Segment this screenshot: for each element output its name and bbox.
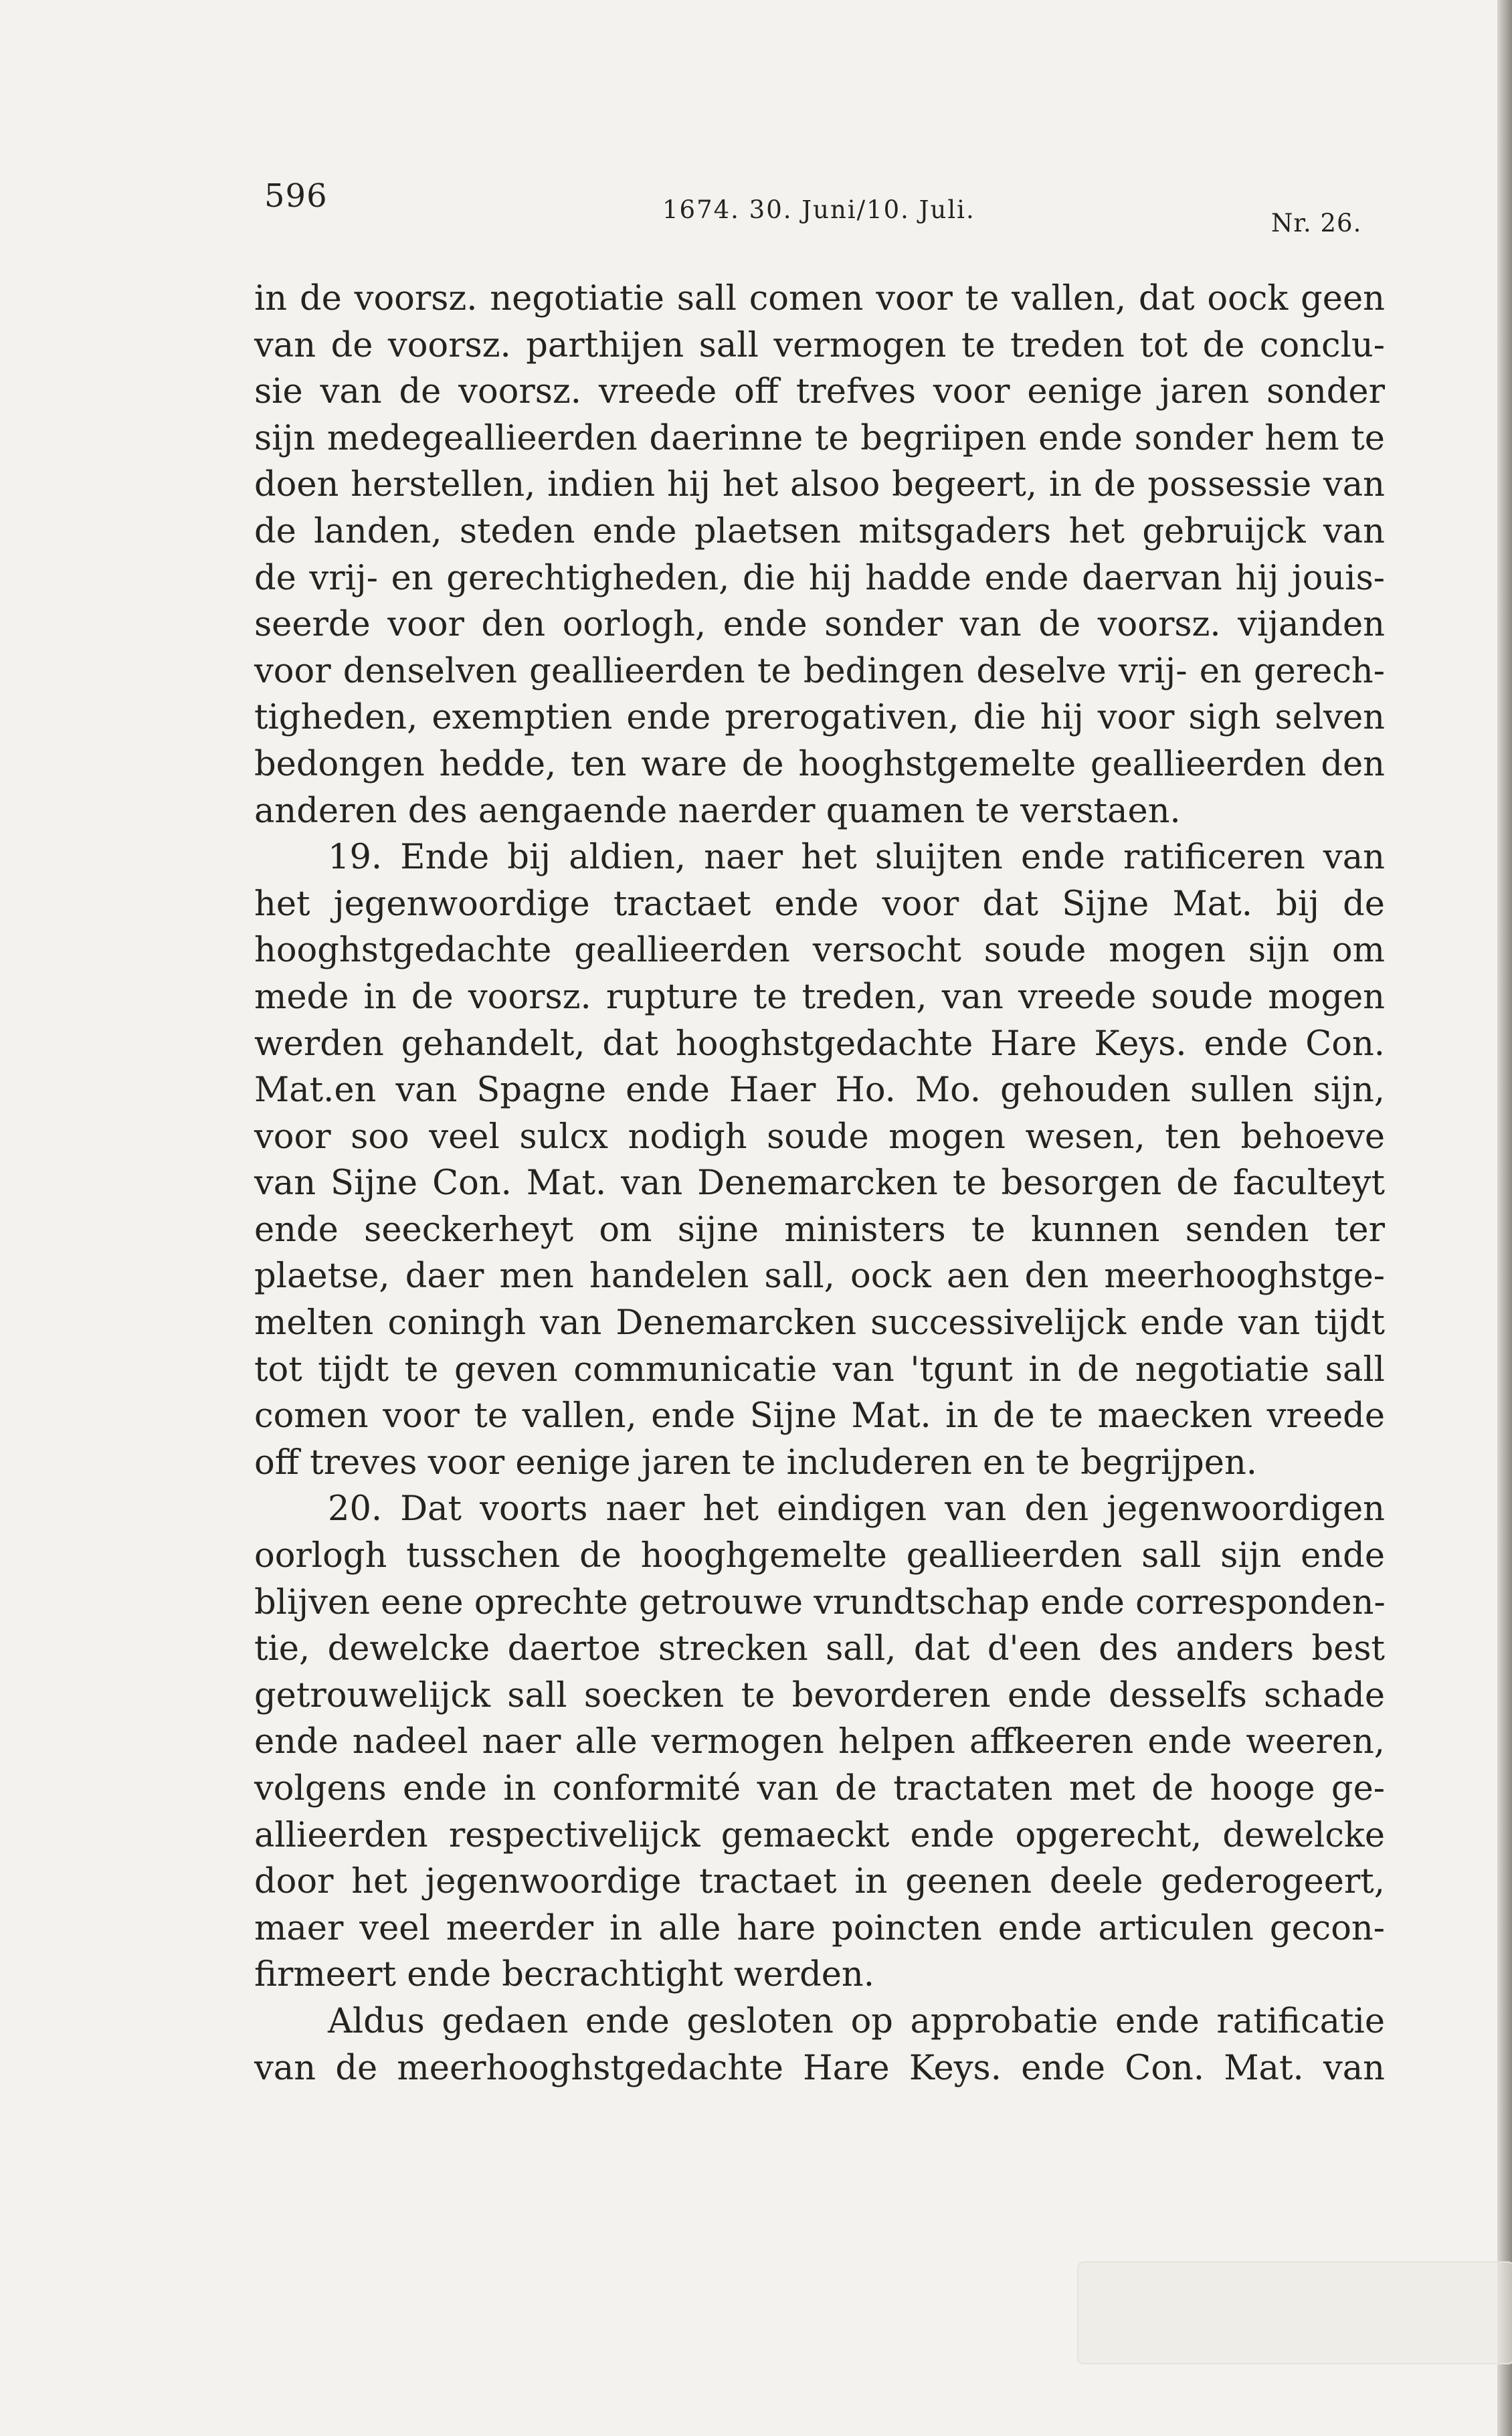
text-line: oorlogh tusschen de hooghgemelte geallieerden sall sijn ende bbox=[254, 1536, 1385, 1576]
text-line: sijn medegeallieerden daerinne te begriipen ende sonder hem te bbox=[254, 418, 1385, 458]
body-text bbox=[254, 276, 1385, 2091]
closing-paragraph-start: Aldus gedaen ende gesloten op approbatie ende ratificatie bbox=[328, 2001, 1385, 2041]
text-line: het jegenwoordige tractaet ende voor dat Sijne Mat. bij de bbox=[254, 884, 1385, 924]
text-line: voor soo veel sulcx nodigh soude mogen wesen, ten behoeve bbox=[254, 1117, 1385, 1157]
text-line: seerde voor den oorlogh, ende sonder van de voorsz. vijanden bbox=[254, 605, 1385, 645]
document-number: Nr. 26. bbox=[1271, 209, 1362, 238]
text-line: van de voorsz. parthijen sall vermogen te treden tot de conclu- bbox=[254, 325, 1385, 365]
text-line: comen voor te vallen, ende Sijne Mat. in de te maecken vreede bbox=[254, 1396, 1385, 1436]
text-line: van Sijne Con. Mat. van Denemarcken te besorgen de faculteyt bbox=[254, 1163, 1385, 1204]
text-line: werden gehandelt, dat hooghstgedachte Hare Keys. ende Con. bbox=[254, 1024, 1385, 1064]
text-line: getrouwelijck sall soecken te bevorderen ende desselfs schade bbox=[254, 1675, 1385, 1715]
text-line: Mat.en van Spagne ende Haer Ho. Mo. gehouden sullen sijn, bbox=[254, 1070, 1385, 1111]
text-line: door het jegenwoordige tractaet in geenen deele gederogeert, bbox=[254, 1862, 1385, 1902]
text-line: melten coningh van Denemarcken successivelijck ende van tijdt bbox=[254, 1303, 1385, 1343]
text-line: in de voorsz. negotiatie sall comen voor te vallen, dat oock geen bbox=[254, 279, 1385, 318]
text-line: anderen des aengaende naerder quamen te verstaen. bbox=[254, 791, 1181, 831]
text-line: sie van de voorsz. vreede off trefves voor eenige jaren sonder bbox=[254, 372, 1385, 412]
text-line: voor denselven geallieerden te bedingen deselve vrij- en gerech- bbox=[254, 651, 1385, 691]
text-line: ende nadeel naer alle vermogen helpen affkeeren ende weeren, bbox=[254, 1722, 1385, 1762]
text-line: mede in de voorsz. rupture te treden, van vreede soude mogen bbox=[254, 977, 1385, 1017]
text-line: de landen, steden ende plaetsen mitsgaders het gebruijck van bbox=[254, 511, 1385, 551]
text-line: blijven eene oprechte getrouwe vrundtschap ende corresponden- bbox=[254, 1582, 1386, 1622]
page-number: 596 bbox=[264, 177, 328, 215]
text-line: doen herstellen, indien hij het alsoo begeert, in de possessie van bbox=[254, 465, 1385, 505]
text-line: hooghstgedachte geallieerden versocht soude mogen sijn om bbox=[254, 931, 1385, 971]
text-line: off treves voor eenige jaren te includeren en te begrijpen. bbox=[254, 1442, 1257, 1483]
text-line: tie, dewelcke daertoe strecken sall, dat d'een des anders best bbox=[254, 1629, 1385, 1669]
text-line: tigheden, exemptien ende prerogativen, die hij voor sigh selven bbox=[254, 698, 1385, 738]
text-line: van de meerhooghstgedachte Hare Keys. ende Con. Mat. van bbox=[254, 2048, 1385, 2088]
text-line: allieerden respectivelijck gemaeckt ende opgerecht, dewelcke bbox=[254, 1815, 1385, 1855]
text-line: bedongen hedde, ten ware de hooghstgemelte geallieerden den bbox=[254, 744, 1385, 784]
text-line: plaetse, daer men handelen sall, oock aen den meerhooghstge- bbox=[254, 1256, 1385, 1297]
text-line: maer veel meerder in alle hare poincten ende articulen gecon- bbox=[254, 1908, 1385, 1948]
text-line: de vrij- en gerechtigheden, die hij hadde ende daervan hij jouis- bbox=[254, 558, 1385, 598]
paper-fold-mark bbox=[1077, 2261, 1512, 2364]
paragraph-19-start: 19. Ende bij aldien, naer het sluijten ende ratificeren van bbox=[328, 838, 1385, 878]
running-title: 1674. 30. Juni/10. Juli. bbox=[662, 195, 975, 224]
page-edge-shadow bbox=[1497, 0, 1512, 2436]
text-line: tot tijdt te geven communicatie van 'tgunt in de negotiatie sall bbox=[254, 1349, 1385, 1390]
paragraph-20-start: 20. Dat voorts naer het eindigen van den jegenwoordigen bbox=[328, 1489, 1385, 1529]
text-line: ende seeckerheyt om sijne ministers te kunnen senden ter bbox=[254, 1210, 1385, 1250]
text-line: firmeert ende becrachtight werden. bbox=[254, 1955, 874, 1995]
text-line: volgens ende in conformité van de tractaten met de hooge ge- bbox=[254, 1769, 1385, 1808]
